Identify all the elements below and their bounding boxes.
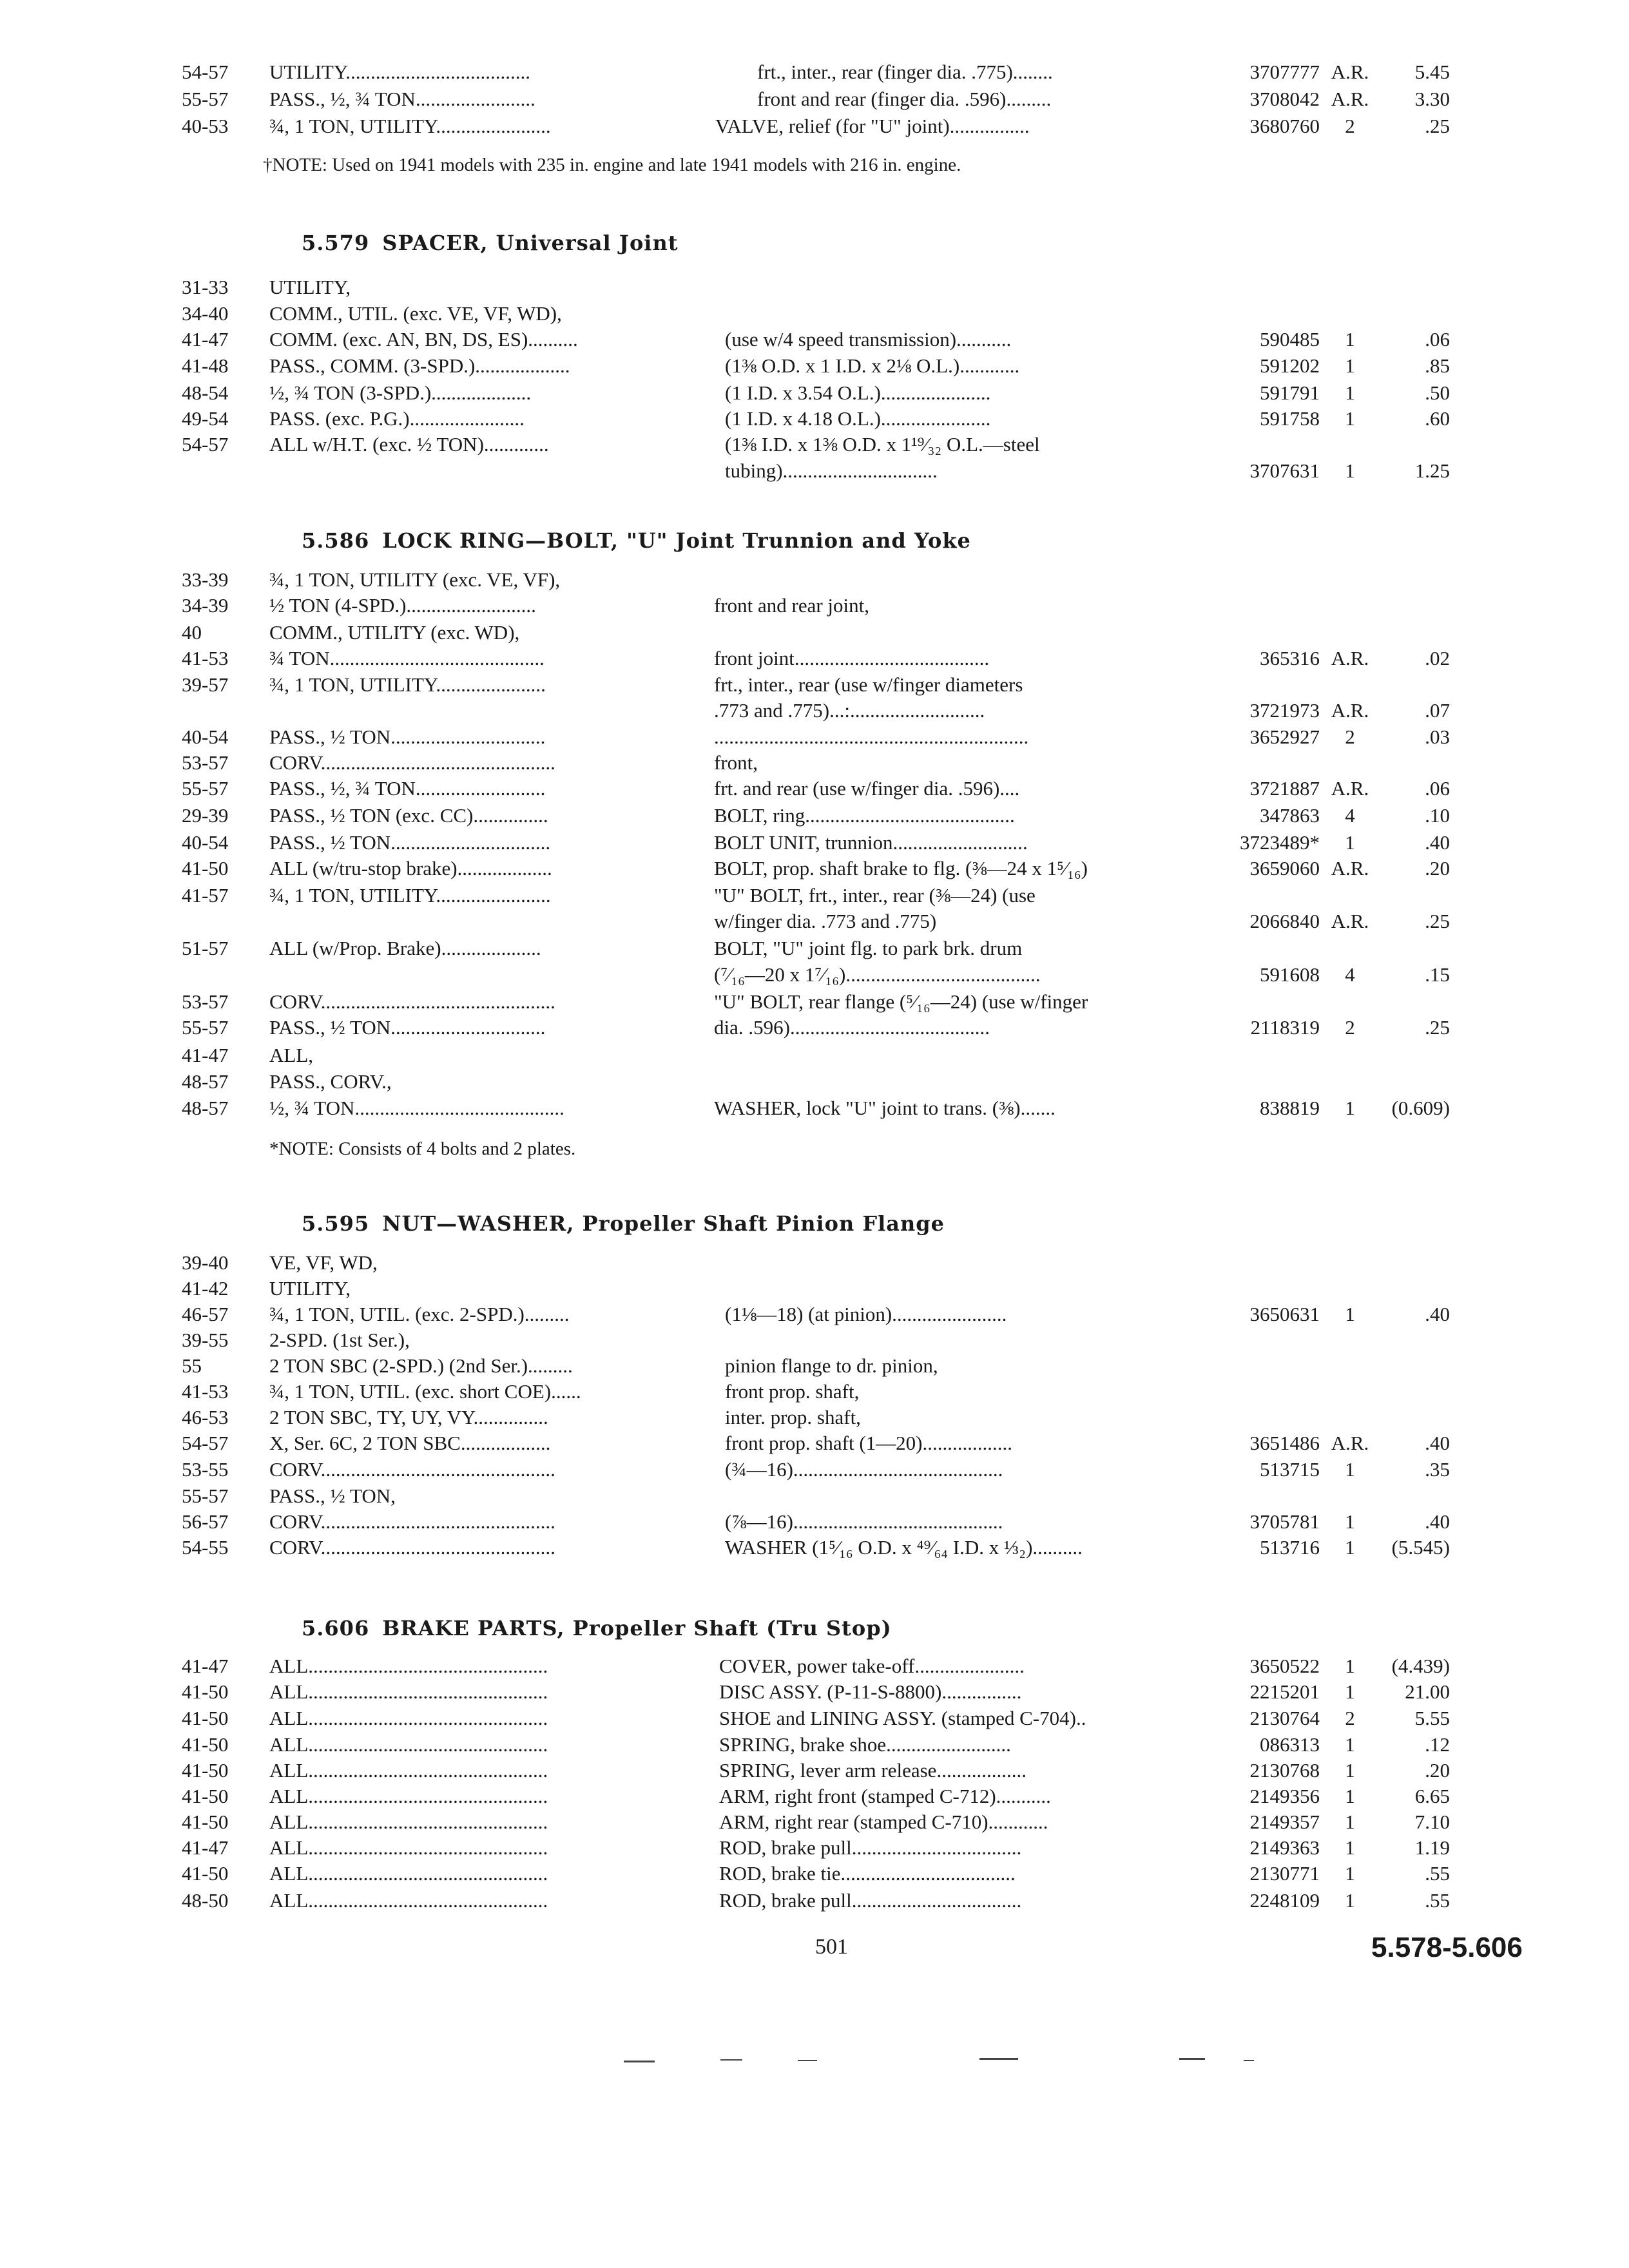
price-cell: .40 [1425,1510,1450,1533]
price-cell: .12 [1425,1733,1450,1756]
section-number: 5.595 [302,1211,370,1236]
part-number-cell: 838819 [1260,1097,1320,1119]
part-number-cell: 3723489* [1240,831,1320,854]
model-cell: PASS., ½ TON............................... [269,726,546,748]
price-cell: .25 [1425,910,1450,932]
part-number-cell: 2149363 [1249,1836,1320,1859]
description-cell: COVER, power take-off...................... [719,1655,1025,1677]
year-cell: 31-33 [182,276,229,298]
part-number-cell: 2130771 [1249,1862,1320,1885]
model-cell: PASS., COMM. (3-SPD.)................... [269,354,570,377]
year-cell: 55-57 [182,777,229,800]
model-cell: COMM., UTILITY (exc. WD), [269,621,520,644]
year-cell: 41-57 [182,884,229,907]
model-cell: ¾, 1 TON, UTILITY...................... [269,673,546,696]
model-cell: PASS., CORV., [269,1070,392,1093]
description-cell: dia. .596)........................................ [714,1016,990,1039]
quantity-cell: 1 [1345,1536,1355,1559]
description-cell: WASHER, lock "U" joint to trans. (⅜)....... [714,1097,1055,1119]
price-cell: .40 [1425,831,1450,854]
quantity-cell: 2 [1345,115,1355,137]
model-cell: PASS., ½ TON, [269,1485,396,1507]
price-cell: .55 [1425,1862,1450,1885]
year-cell: 48-50 [182,1889,229,1912]
part-number-cell: 2149356 [1249,1785,1320,1807]
description-cell: (⅞—16).......................................... [725,1510,1003,1533]
section-number: 5.579 [302,231,370,255]
quantity-cell: 1 [1345,1680,1355,1703]
year-cell: 41-47 [182,328,229,351]
model-cell: ALL................................................ [269,1862,548,1885]
price-cell: .55 [1425,1889,1450,1912]
part-number-cell: 3659060 [1249,857,1320,879]
description-cell: frt., inter., rear (use w/finger diameters [714,673,1023,696]
description-cell: ROD, brake pull.................................. [719,1836,1022,1859]
description-cell: w/finger dia. .773 and .775) [714,910,937,932]
year-cell: 53-57 [182,751,229,774]
year-cell: 53-55 [182,1458,229,1481]
price-cell: 1.25 [1414,459,1450,482]
scan-mark [1244,2060,1254,2061]
model-cell: ¾, 1 TON, UTIL. (exc. short COE)...... [269,1380,581,1403]
price-cell: .85 [1425,354,1450,377]
model-cell: ALL................................................ [269,1836,548,1859]
model-cell: ALL................................................ [269,1707,548,1729]
price-cell: 6.65 [1414,1785,1450,1807]
model-cell: ½ TON (4-SPD.).......................... [269,594,536,617]
description-cell: BOLT, prop. shaft brake to flg. (⅜—24 x 1⁵⁄₁₆) [714,857,1088,879]
price-cell: .10 [1425,804,1450,827]
quantity-cell: 1 [1345,1733,1355,1756]
price-cell: .07 [1425,699,1450,722]
description-cell: (⁷⁄₁₆—20 x 1⁷⁄₁₆)....................................... [714,963,1041,986]
section-title: SPACER, Universal Joint [382,231,679,255]
section-title: NUT—WASHER, Propeller Shaft Pinion Flange [382,1211,945,1236]
part-number-cell: 2118319 [1250,1016,1320,1039]
model-cell: ¾, 1 TON, UTILITY....................... [269,884,551,907]
section-title: LOCK RING—BOLT, "U" Joint Trunnion and Yoke [382,528,971,553]
model-cell: COMM. (exc. AN, BN, DS, ES).......... [269,328,578,351]
year-cell: 46-53 [182,1406,229,1428]
price-cell: .35 [1425,1458,1450,1481]
part-number-cell: 3650631 [1249,1303,1320,1325]
description-cell: SHOE and LINING ASSY. (stamped C-704).. [719,1707,1086,1729]
quantity-cell: 1 [1345,1655,1355,1677]
quantity-cell: 4 [1345,804,1355,827]
description-cell: front and rear joint, [714,594,870,617]
part-number-cell: 365316 [1260,647,1320,669]
part-number-cell: 3708042 [1249,88,1320,110]
part-number-cell: 2215201 [1249,1680,1320,1703]
year-cell: 46-57 [182,1303,229,1325]
model-cell: ALL, [269,1044,314,1066]
footnote: †NOTE: Used on 1941 models with 235 in. engine and late 1941 models with 216 in. engine. [263,155,961,175]
model-cell: PASS., ½, ¾ TON.......................... [269,777,546,800]
part-number-cell: 2130768 [1249,1759,1320,1782]
part-number-cell: 2149357 [1249,1811,1320,1833]
price-cell: .15 [1425,963,1450,986]
year-cell: 41-48 [182,354,229,377]
description-cell: tubing)............................... [725,459,938,482]
quantity-cell: 2 [1345,1707,1355,1729]
part-number-cell: 086313 [1260,1733,1320,1756]
quantity-cell: 1 [1345,407,1355,430]
year-cell: 49-54 [182,407,229,430]
model-cell: CORV............................................... [269,1510,555,1533]
model-cell: ALL................................................ [269,1655,548,1677]
quantity-cell: A.R. [1331,1432,1369,1454]
year-cell: 29-39 [182,804,229,827]
description-cell: BOLT, "U" joint flg. to park brk. drum [714,937,1023,959]
section-number: 5.586 [302,528,370,553]
description-cell: DISC ASSY. (P-11-S-8800)................ [719,1680,1022,1703]
description-cell: ARM, right front (stamped C-712)........... [719,1785,1051,1807]
model-cell: ALL................................................ [269,1733,548,1756]
model-cell: ¾, 1 TON, UTILITY (exc. VE, VF), [269,568,561,591]
year-cell: 41-50 [182,1811,229,1833]
description-cell: (1⅛—18) (at pinion)....................... [725,1303,1007,1325]
model-cell: 2 TON SBC (2-SPD.) (2nd Ser.)......... [269,1354,573,1377]
year-cell: 39-57 [182,673,229,696]
price-cell: .20 [1425,1759,1450,1782]
year-cell: 56-57 [182,1510,229,1533]
model-cell: CORV............................................... [269,1458,555,1481]
page-number: 501 [815,1935,848,1959]
year-cell: 39-55 [182,1329,229,1351]
scan-mark [720,2059,742,2061]
price-cell: .25 [1425,115,1450,137]
year-cell: 41-50 [182,857,229,879]
price-cell: 5.55 [1414,1707,1450,1729]
quantity-cell: A.R. [1331,647,1369,669]
part-number-cell: 2066840 [1249,910,1320,932]
year-cell: 34-39 [182,594,229,617]
price-cell: 1.19 [1414,1836,1450,1859]
description-cell: "U" BOLT, rear flange (⁵⁄₁₆—24) (use w/finger [714,990,1088,1013]
part-number-cell: 591758 [1260,407,1320,430]
part-number-cell: 590485 [1260,328,1320,351]
model-cell: ¾, 1 TON, UTILITY....................... [269,115,551,137]
section-heading [302,528,971,553]
model-cell: VE, VF, WD, [269,1251,378,1274]
part-number-cell: 2130764 [1249,1707,1320,1729]
year-cell: 41-47 [182,1836,229,1859]
year-cell: 55-57 [182,88,229,110]
part-number-cell: 2248109 [1249,1889,1320,1912]
quantity-cell: 1 [1345,1862,1355,1885]
quantity-cell: 1 [1345,1759,1355,1782]
year-cell: 41-50 [182,1785,229,1807]
description-cell: front and rear (finger dia. .596)......... [757,88,1052,110]
section-title: BRAKE PARTS, Propeller Shaft (Tru Stop) [382,1616,892,1640]
description-cell: (¾—16).......................................... [725,1458,1003,1481]
scan-mark [798,2060,817,2061]
price-cell: 7.10 [1414,1811,1450,1833]
model-cell: ALL................................................ [269,1785,548,1807]
description-cell: VALVE, relief (for "U" joint)................ [715,115,1030,137]
model-cell: 2 TON SBC, TY, UY, VY............... [269,1406,548,1428]
year-cell: 40-53 [182,115,229,137]
description-cell: SPRING, brake shoe......................... [719,1733,1011,1756]
quantity-cell: 1 [1345,1510,1355,1533]
year-cell: 41-53 [182,647,229,669]
model-cell: ALL................................................ [269,1680,548,1703]
model-cell: ¾, 1 TON, UTIL. (exc. 2-SPD.)......... [269,1303,570,1325]
description-cell: frt., inter., rear (finger dia. .775)........ [757,61,1053,83]
year-cell: 41-47 [182,1044,229,1066]
model-cell: UTILITY, [269,276,351,298]
scan-mark [979,2058,1018,2060]
model-cell: ¾ TON........................................... [269,647,545,669]
quantity-cell: 1 [1345,1303,1355,1325]
year-cell: 41-50 [182,1733,229,1756]
year-cell: 55 [182,1354,202,1377]
year-cell: 41-50 [182,1862,229,1885]
quantity-cell: 1 [1345,1785,1355,1807]
part-number-cell: 513716 [1260,1536,1320,1559]
quantity-cell: 1 [1345,328,1355,351]
page-range: 5.578-5.606 [1371,1932,1523,1963]
quantity-cell: A.R. [1331,61,1369,83]
model-cell: X, Ser. 6C, 2 TON SBC.................. [269,1432,551,1454]
year-cell: 41-50 [182,1707,229,1729]
description-cell: .773 and .775)...:........................... [714,699,985,722]
year-cell: 55-57 [182,1016,229,1039]
year-cell: 54-57 [182,61,229,83]
part-number-cell: 591608 [1260,963,1320,986]
quantity-cell: 1 [1345,459,1355,482]
year-cell: 55-57 [182,1485,229,1507]
model-cell: PASS., ½, ¾ TON........................ [269,88,535,110]
part-number-cell: 3721887 [1249,777,1320,800]
quantity-cell: 1 [1345,1097,1355,1119]
year-cell: 54-57 [182,1432,229,1454]
price-cell: .25 [1425,1016,1450,1039]
part-number-cell: 513715 [1260,1458,1320,1481]
year-cell: 54-55 [182,1536,229,1559]
part-number-cell: 3652927 [1249,726,1320,748]
part-number-cell: 3680760 [1249,115,1320,137]
price-cell: .60 [1425,407,1450,430]
year-cell: 54-57 [182,433,229,456]
part-number-cell: 591791 [1260,381,1320,404]
year-cell: 51-57 [182,937,229,959]
model-cell: PASS., ½ TON (exc. CC)............... [269,804,548,827]
quantity-cell: 4 [1345,963,1355,986]
year-cell: 41-50 [182,1759,229,1782]
section-heading [302,1616,892,1640]
description-cell: inter. prop. shaft, [725,1406,861,1428]
description-cell: ROD, brake tie................................... [719,1862,1016,1885]
description-cell: WASHER (1⁵⁄₁₆ O.D. x ⁴⁹⁄₆₄ I.D. x ⅓₂).......... [725,1536,1083,1559]
section-number: 5.606 [302,1616,370,1640]
description-cell: ROD, brake pull.................................. [719,1889,1022,1912]
description-cell: (1⅜ I.D. x 1⅜ O.D. x 1¹⁹⁄₃₂ O.L.—steel [725,433,1040,456]
price-cell: 3.30 [1414,88,1450,110]
part-number-cell: 3707777 [1249,61,1320,83]
description-cell: frt. and rear (use w/finger dia. .596).... [714,777,1020,800]
quantity-cell: 2 [1345,1016,1355,1039]
quantity-cell: 1 [1345,1458,1355,1481]
model-cell: UTILITY, [269,1277,351,1300]
year-cell: 34-40 [182,302,229,325]
part-number-cell: 347863 [1260,804,1320,827]
price-cell: .40 [1425,1303,1450,1325]
footnote: *NOTE: Consists of 4 bolts and 2 plates. [269,1139,576,1159]
year-cell: 48-57 [182,1070,229,1093]
description-cell: front prop. shaft, [725,1380,860,1403]
price-cell: 21.00 [1405,1680,1450,1703]
quantity-cell: A.R. [1331,910,1369,932]
price-cell: .03 [1425,726,1450,748]
model-cell: ALL................................................ [269,1759,548,1782]
description-cell: BOLT UNIT, trunnion........................... [714,831,1028,854]
year-cell: 40-54 [182,726,229,748]
part-number-cell: 3705781 [1249,1510,1320,1533]
year-cell: 39-40 [182,1251,229,1274]
model-cell: PASS., ½ TON............................... [269,1016,546,1039]
description-cell: (1 I.D. x 3.54 O.L.)...................... [725,381,991,404]
model-cell: ALL (w/tru-stop brake)................... [269,857,552,879]
year-cell: 41-47 [182,1655,229,1677]
quantity-cell: A.R. [1331,88,1369,110]
description-cell: front, [714,751,758,774]
model-cell: ALL................................................ [269,1889,548,1912]
year-cell: 41-53 [182,1380,229,1403]
scan-mark [624,2061,655,2062]
model-cell: ALL w/H.T. (exc. ½ TON)............. [269,433,549,456]
model-cell: PASS., ½ TON................................ [269,831,551,854]
model-cell: ½, ¾ TON.......................................... [269,1097,564,1119]
quantity-cell: 1 [1345,381,1355,404]
price-cell: .02 [1425,647,1450,669]
price-cell: (5.545) [1391,1536,1450,1559]
year-cell: 40 [182,621,202,644]
model-cell: ALL (w/Prop. Brake).................... [269,937,541,959]
model-cell: COMM., UTIL. (exc. VE, VF, WD), [269,302,562,325]
description-cell: front prop. shaft (1—20).................. [725,1432,1012,1454]
description-cell: SPRING, lever arm release.................. [719,1759,1027,1782]
part-number-cell: 3650522 [1249,1655,1320,1677]
description-cell: ............................................................... [714,726,1029,748]
year-cell: 53-57 [182,990,229,1013]
model-cell: UTILITY..................................... [269,61,530,83]
model-cell: CORV............................................... [269,751,555,774]
scan-mark [1179,2058,1205,2060]
part-number-cell: 3651486 [1249,1432,1320,1454]
model-cell: ALL................................................ [269,1811,548,1833]
price-cell: (4.439) [1391,1655,1450,1677]
model-cell: 2-SPD. (1st Ser.), [269,1329,410,1351]
price-cell: .06 [1425,328,1450,351]
quantity-cell: 1 [1345,1836,1355,1859]
part-number-cell: 3707631 [1249,459,1320,482]
quantity-cell: 1 [1345,1811,1355,1833]
model-cell: CORV............................................... [269,990,555,1013]
quantity-cell: 1 [1345,1889,1355,1912]
price-cell: (0.609) [1391,1097,1450,1119]
price-cell: .50 [1425,381,1450,404]
quantity-cell: A.R. [1331,857,1369,879]
description-cell: front joint....................................... [714,647,990,669]
model-cell: ½, ¾ TON (3-SPD.).................... [269,381,532,404]
description-cell: (1⅜ O.D. x 1 I.D. x 2⅛ O.L.)............ [725,354,1020,377]
price-cell: .40 [1425,1432,1450,1454]
price-cell: .06 [1425,777,1450,800]
year-cell: 33-39 [182,568,229,591]
year-cell: 48-57 [182,1097,229,1119]
description-cell: "U" BOLT, frt., inter., rear (⅜—24) (use [714,884,1036,907]
quantity-cell: 1 [1345,354,1355,377]
part-number-cell: 3721973 [1249,699,1320,722]
year-cell: 41-50 [182,1680,229,1703]
year-cell: 41-42 [182,1277,229,1300]
price-cell: 5.45 [1414,61,1450,83]
quantity-cell: A.R. [1331,699,1369,722]
description-cell: (1 I.D. x 4.18 O.L.)...................... [725,407,991,430]
section-heading [302,1211,945,1236]
section-heading [302,231,678,255]
description-cell: ARM, right rear (stamped C-710)............ [719,1811,1048,1833]
year-cell: 48-54 [182,381,229,404]
price-cell: .20 [1425,857,1450,879]
description-cell: BOLT, ring.......................................... [714,804,1015,827]
description-cell: (use w/4 speed transmission)........... [725,328,1012,351]
year-cell: 40-54 [182,831,229,854]
model-cell: PASS. (exc. P.G.)....................... [269,407,525,430]
quantity-cell: A.R. [1331,777,1369,800]
description-cell: pinion flange to dr. pinion, [725,1354,938,1377]
model-cell: CORV............................................... [269,1536,555,1559]
quantity-cell: 2 [1345,726,1355,748]
quantity-cell: 1 [1345,831,1355,854]
part-number-cell: 591202 [1260,354,1320,377]
